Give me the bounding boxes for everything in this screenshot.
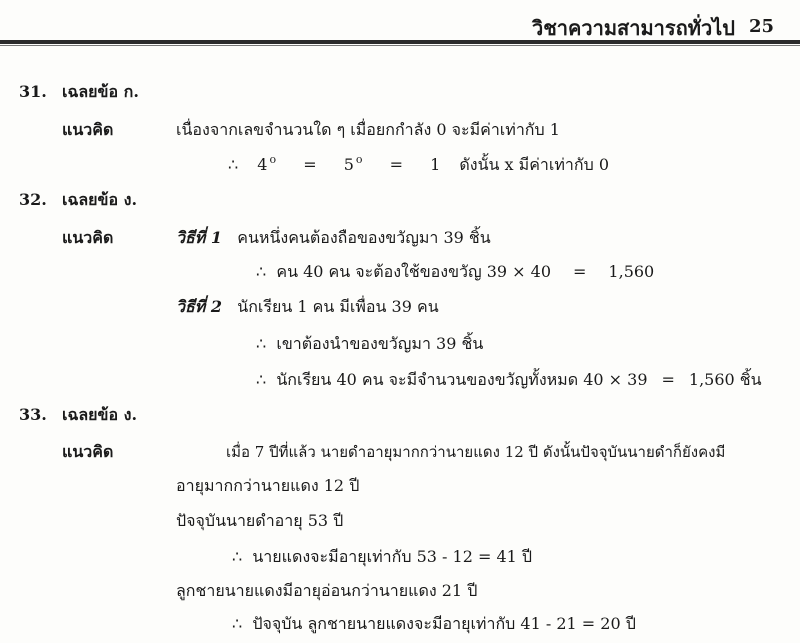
- method-2-equals: =: [661, 370, 675, 389]
- question-31-line-1: เนื่องจากเลขจำนวนใด ๆ เมื่อยกกำลัง 0 จะมีค่าเท่ากับ 1: [176, 120, 560, 139]
- equation-equals-2: =: [389, 155, 403, 174]
- method-1-heading: วิธีที่ 1: [176, 228, 222, 247]
- equation-exponent-1: o: [269, 153, 277, 166]
- method-2-text: นักเรียน 1 คน มีเพื่อน 39 คน: [237, 297, 439, 316]
- therefore-symbol: ∴: [228, 155, 239, 174]
- equation-conclusion: ดังนั้น x มีค่าเท่ากับ 0: [459, 155, 609, 174]
- question-33-line-4: [232, 547, 532, 567]
- equation-base-1: 4: [257, 155, 268, 174]
- question-33-line-2: อายุมากกว่านายแดง 12 ปี: [176, 476, 360, 495]
- question-31-number: 31.: [19, 82, 47, 101]
- method-2-statement: เขาต้องนำของขวัญมา 39 ชิ้น: [276, 334, 484, 353]
- question-33-number: 33.: [19, 405, 47, 424]
- header-rule: [0, 40, 800, 44]
- question-33-answer: เฉลยข้อ ง.: [62, 405, 138, 424]
- page-number: 25: [749, 16, 775, 37]
- equation-exponent-2: o: [355, 153, 363, 166]
- therefore-symbol: ∴: [256, 262, 267, 281]
- question-33-line-6: [232, 614, 636, 634]
- method-2-heading: วิธีที่ 2: [176, 297, 222, 316]
- method-1-equals: =: [573, 262, 587, 281]
- question-32-answer: เฉลยข้อ ง.: [62, 190, 138, 209]
- equation-equals-1: =: [303, 155, 317, 174]
- method-1-result: 1,560: [608, 262, 655, 281]
- question-33-line-5: ลูกชายนายแดงมีอายุอ่อนกว่านายแดง 21 ปี: [176, 581, 478, 600]
- method-1-expression: คน 40 คน จะต้องใช้ของขวัญ 39 × 40: [276, 262, 552, 281]
- therefore-symbol: ∴: [256, 370, 267, 389]
- question-31-label: แนวคิด: [62, 120, 114, 139]
- question-32-label: แนวคิด: [62, 228, 114, 247]
- question-33-label: แนวคิด: [62, 442, 114, 461]
- question-33-calc-1: นายแดงจะมีอายุเท่ากับ 53 - 12 = 41 ปี: [252, 547, 533, 566]
- method-1-line-1: [176, 228, 491, 248]
- method-2-result: 1,560 ชิ้น: [688, 370, 762, 389]
- equation-value: 1: [430, 155, 441, 174]
- equation-base-2: 5: [343, 155, 354, 174]
- method-2-line-1: [176, 297, 439, 317]
- question-33-line-3: ปัจจุบันนายดำอายุ 53 ปี: [176, 511, 344, 530]
- question-33-calc-2: ปัจจุบัน ลูกชายนายแดงจะมีอายุเท่ากับ 41 - 21 = 20 ปี: [252, 614, 636, 633]
- method-2-expression: นักเรียน 40 คน จะมีจำนวนของขวัญทั้งหมด 40 × 39: [276, 370, 648, 389]
- method-2-line-3: [256, 370, 762, 390]
- header-rule-thin: [0, 45, 800, 46]
- method-2-line-2: [256, 334, 483, 354]
- therefore-symbol: ∴: [232, 547, 243, 566]
- question-31-equation: [228, 155, 609, 177]
- therefore-symbol: ∴: [256, 334, 267, 353]
- question-32-number: 32.: [19, 190, 47, 209]
- method-1-line-2: [256, 262, 654, 282]
- question-33-line-1: เมื่อ 7 ปีที่แล้ว นายดำอายุมากกว่านายแดง 12 ปี ดังนั้นปัจจุบันนายดำก็ยังคงมี: [226, 443, 726, 461]
- method-1-text: คนหนึ่งคนต้องถือของขวัญมา 39 ชิ้น: [237, 228, 491, 247]
- therefore-symbol: ∴: [232, 614, 243, 633]
- header-title: วิชาความสามารถทั่วไป: [532, 16, 735, 40]
- question-31-answer: เฉลยข้อ ก.: [62, 82, 139, 101]
